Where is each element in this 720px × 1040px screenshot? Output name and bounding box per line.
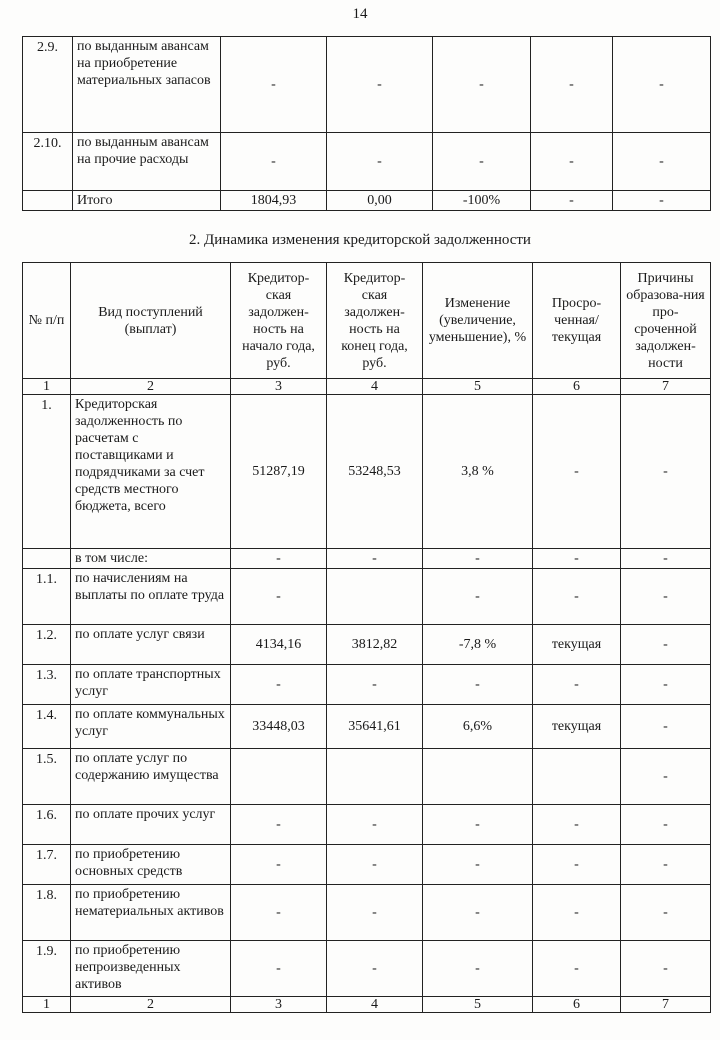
table-row bbox=[23, 665, 711, 705]
row-name: по оплате прочих услуг bbox=[71, 805, 231, 845]
cell-start: 51287,19 bbox=[231, 395, 327, 549]
cell-change: - bbox=[433, 133, 531, 191]
cell-reason: - bbox=[621, 395, 711, 549]
index-cell: 3 bbox=[231, 379, 327, 395]
row-number: 1.5. bbox=[23, 749, 71, 805]
index-cell: 6 bbox=[533, 997, 621, 1013]
table-row bbox=[23, 749, 711, 805]
cell-end bbox=[327, 749, 423, 805]
table-row bbox=[23, 941, 711, 997]
cell-status: - bbox=[533, 805, 621, 845]
cell-end: - bbox=[327, 133, 433, 191]
row-name: по оплате коммунальных услуг bbox=[71, 705, 231, 749]
row-number: 1. bbox=[23, 395, 71, 549]
cell-change: - bbox=[423, 941, 533, 997]
table-row bbox=[23, 395, 711, 549]
cell-reason: - bbox=[613, 133, 711, 191]
header-type: Вид поступлений (выплат) bbox=[71, 263, 231, 379]
cell-change: 3,8 % bbox=[423, 395, 533, 549]
cell-status: текущая bbox=[533, 705, 621, 749]
advances-table-continuation bbox=[22, 36, 711, 211]
row-number: 1.2. bbox=[23, 625, 71, 665]
cell-start: - bbox=[231, 845, 327, 885]
cell-status: - bbox=[533, 885, 621, 941]
cell-start: - bbox=[231, 941, 327, 997]
cell-start: - bbox=[231, 549, 327, 569]
cell-status: - bbox=[531, 133, 613, 191]
cell-end: - bbox=[327, 549, 423, 569]
index-cell: 7 bbox=[621, 379, 711, 395]
cell-end: - bbox=[327, 941, 423, 997]
cell-reason: - bbox=[613, 37, 711, 133]
cell-change bbox=[423, 749, 533, 805]
total-row bbox=[23, 191, 711, 211]
table-row bbox=[23, 845, 711, 885]
cell-change: -7,8 % bbox=[423, 625, 533, 665]
index-cell: 4 bbox=[327, 379, 423, 395]
cell-status: - bbox=[533, 941, 621, 997]
cell-change: - bbox=[423, 805, 533, 845]
payables-table bbox=[22, 262, 711, 1013]
header-status: Просро-ченная/ текущая bbox=[533, 263, 621, 379]
header-end: Кредитор-ская задолжен-ность на конец года, руб. bbox=[327, 263, 423, 379]
cell-change: 6,6% bbox=[423, 705, 533, 749]
cell-end: - bbox=[327, 845, 423, 885]
header-reason: Причины образова-ния про-сроченной задолжен-ности bbox=[621, 263, 711, 379]
row-number: 1.3. bbox=[23, 665, 71, 705]
index-cell: 5 bbox=[423, 997, 533, 1013]
cell-end bbox=[327, 569, 423, 625]
row-name: по начислениям на выплаты по оплате труда bbox=[71, 569, 231, 625]
section-title: 2. Динамика изменения кредиторской задолженности bbox=[189, 232, 531, 248]
table-row bbox=[23, 805, 711, 845]
row-name: по оплате транспортных услуг bbox=[71, 665, 231, 705]
cell-change: -100% bbox=[433, 191, 531, 211]
row-number: 1.8. bbox=[23, 885, 71, 941]
cell-status: - bbox=[533, 395, 621, 549]
cell-reason: - bbox=[621, 625, 711, 665]
index-cell: 2 bbox=[71, 379, 231, 395]
cell-start: 1804,93 bbox=[221, 191, 327, 211]
row-number: 2.9. bbox=[23, 37, 73, 133]
row-number: 1.9. bbox=[23, 941, 71, 997]
cell-status bbox=[533, 749, 621, 805]
index-cell: 2 bbox=[71, 997, 231, 1013]
row-name: Итого bbox=[73, 191, 221, 211]
cell-change: - bbox=[423, 665, 533, 705]
header-change: Изменение (увеличение, уменьшение), % bbox=[423, 263, 533, 379]
cell-reason: - bbox=[621, 885, 711, 941]
cell-reason: - bbox=[621, 549, 711, 569]
header-row bbox=[23, 263, 711, 379]
cell-end: - bbox=[327, 885, 423, 941]
cell-reason: - bbox=[621, 665, 711, 705]
footer-index-row bbox=[23, 997, 711, 1013]
table-row bbox=[23, 133, 711, 191]
row-name: в том числе: bbox=[71, 549, 231, 569]
header-start: Кредитор-ская задолжен-ность на начало года, руб. bbox=[231, 263, 327, 379]
cell-change: - bbox=[423, 569, 533, 625]
row-name: Кредиторская задолженность по расчетам с поставщиками и подрядчиками за счет средств местного бюджета, всего bbox=[71, 395, 231, 549]
table-row bbox=[23, 625, 711, 665]
cell-end: - bbox=[327, 665, 423, 705]
cell-change: - bbox=[423, 845, 533, 885]
cell-reason: - bbox=[621, 845, 711, 885]
cell-status: - bbox=[533, 665, 621, 705]
cell-end: - bbox=[327, 805, 423, 845]
header-number: № п/п bbox=[23, 263, 71, 379]
cell-change: - bbox=[423, 885, 533, 941]
cell-end: 35641,61 bbox=[327, 705, 423, 749]
row-name: по приобретению нематериальных активов bbox=[71, 885, 231, 941]
cell-reason: - bbox=[621, 805, 711, 845]
cell-start: - bbox=[231, 805, 327, 845]
cell-start: 33448,03 bbox=[231, 705, 327, 749]
index-row bbox=[23, 379, 711, 395]
cell-status: - bbox=[531, 37, 613, 133]
index-cell: 4 bbox=[327, 997, 423, 1013]
cell-status: - bbox=[533, 549, 621, 569]
row-number bbox=[23, 549, 71, 569]
cell-reason: - bbox=[621, 749, 711, 805]
index-cell: 3 bbox=[231, 997, 327, 1013]
index-cell: 6 bbox=[533, 379, 621, 395]
row-number: 1.7. bbox=[23, 845, 71, 885]
cell-end: 3812,82 bbox=[327, 625, 423, 665]
page-number: 14 bbox=[352, 6, 368, 22]
row-name: по оплате услуг связи bbox=[71, 625, 231, 665]
cell-start: - bbox=[231, 665, 327, 705]
row-number: 1.1. bbox=[23, 569, 71, 625]
row-number: 2.10. bbox=[23, 133, 73, 191]
table-row bbox=[23, 37, 711, 133]
cell-change: - bbox=[423, 549, 533, 569]
cell-status: - bbox=[533, 569, 621, 625]
index-cell: 7 bbox=[621, 997, 711, 1013]
cell-end: - bbox=[327, 37, 433, 133]
row-name: по приобретению непроизведенных активов bbox=[71, 941, 231, 997]
cell-start bbox=[231, 749, 327, 805]
cell-status: текущая bbox=[533, 625, 621, 665]
row-number: 1.4. bbox=[23, 705, 71, 749]
cell-start: - bbox=[231, 885, 327, 941]
cell-reason: - bbox=[613, 191, 711, 211]
cell-status: - bbox=[531, 191, 613, 211]
cell-end: 53248,53 bbox=[327, 395, 423, 549]
table-row bbox=[23, 549, 711, 569]
cell-end: 0,00 bbox=[327, 191, 433, 211]
table-row bbox=[23, 569, 711, 625]
row-name: по выданным авансам на приобретение материальных запасов bbox=[73, 37, 221, 133]
cell-change: - bbox=[433, 37, 531, 133]
cell-start: - bbox=[231, 569, 327, 625]
table-row bbox=[23, 885, 711, 941]
cell-start: 4134,16 bbox=[231, 625, 327, 665]
cell-status: - bbox=[533, 845, 621, 885]
index-cell: 5 bbox=[423, 379, 533, 395]
row-number bbox=[23, 191, 73, 211]
row-number: 1.6. bbox=[23, 805, 71, 845]
index-cell: 1 bbox=[23, 379, 71, 395]
row-name: по приобретению основных средств bbox=[71, 845, 231, 885]
row-name: по выданным авансам на прочие расходы bbox=[73, 133, 221, 191]
cell-reason: - bbox=[621, 941, 711, 997]
index-cell: 1 bbox=[23, 997, 71, 1013]
table-row bbox=[23, 705, 711, 749]
cell-start: - bbox=[221, 37, 327, 133]
cell-start: - bbox=[221, 133, 327, 191]
cell-reason: - bbox=[621, 705, 711, 749]
cell-reason: - bbox=[621, 569, 711, 625]
row-name: по оплате услуг по содержанию имущества bbox=[71, 749, 231, 805]
